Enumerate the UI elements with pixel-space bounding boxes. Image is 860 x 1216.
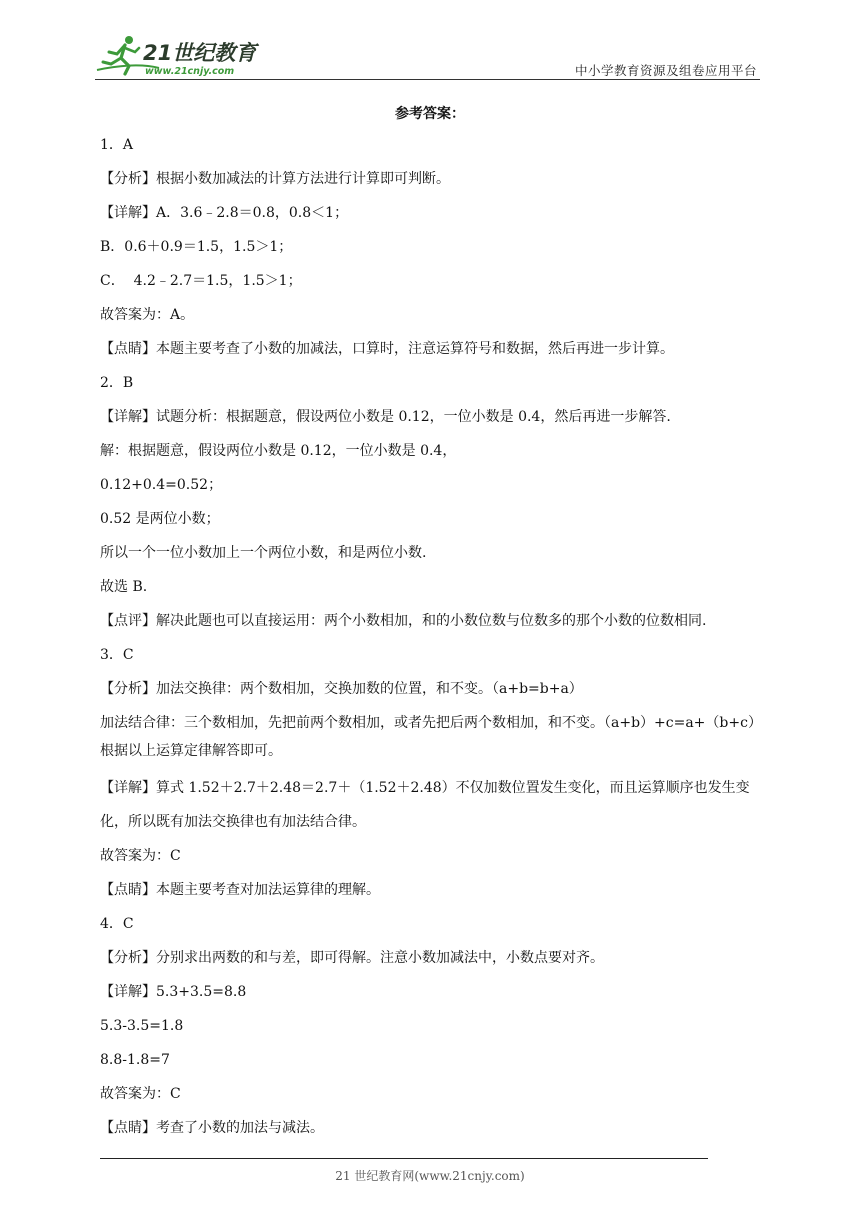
site-logo xyxy=(95,32,265,78)
text-line: 【点睛】本题主要考查对加法运算律的理解。 xyxy=(100,882,380,898)
text-line: 5.3-3.5=1.8 xyxy=(100,1018,184,1034)
text-line: 解：根据题意，假设两位小数是 0.12，一位小数是 0.4， xyxy=(100,443,457,459)
answer-body xyxy=(100,128,764,1145)
svg-text:21世纪教育: 21世纪教育 xyxy=(143,41,257,65)
text-line: 4．C xyxy=(100,916,134,932)
text-line: 【详解】试题分析：根据题意，假设两位小数是 0.12，一位小数是 0.4，然后再进一步解答. xyxy=(100,409,671,425)
text-line: B．0.6＋0.9＝1.5，1.5＞1； xyxy=(100,239,293,255)
text-line: 3．C xyxy=(100,647,134,663)
text-line: 所以一个一位小数加上一个两位小数，和是两位小数. xyxy=(100,545,427,561)
footer-divider xyxy=(100,1158,708,1159)
text-line: 【详解】算式 1.52＋2.7＋2.48＝2.7＋（1.52＋2.48）不仅加数位置发生变化，而且运算顺序也发生变 xyxy=(100,780,750,796)
text-line: 【分析】分别求出两数的和与差，即可得解。注意小数加减法中，小数点要对齐。 xyxy=(100,950,604,966)
text-line: 1．A xyxy=(100,137,134,153)
text-line: 故选 B. xyxy=(100,579,148,595)
text-line: 加法结合律：三个数相加，先把前两个数相加，或者先把后两个数相加，和不变。（a+b）+c=a+（b+c） xyxy=(100,715,762,731)
svg-text:www.21cnjy.com: www.21cnjy.com xyxy=(145,66,235,77)
text-line: 0.12+0.4=0.52； xyxy=(100,477,223,493)
text-line: 【详解】A．3.6﹣2.8＝0.8，0.8＜1； xyxy=(100,205,349,221)
page-title: 参考答案： xyxy=(395,106,465,122)
text-line: 【点评】解决此题也可以直接运用：两个小数相加，和的小数位数与位数多的那个小数的位数相同. xyxy=(100,613,707,629)
text-line: 【分析】根据小数加减法的计算方法进行计算即可判断。 xyxy=(100,171,450,187)
text-line: 故答案为：C xyxy=(100,1086,181,1102)
page-header xyxy=(95,30,760,80)
text-line: 故答案为：A。 xyxy=(100,307,195,323)
text-line: 根据以上运算定律解答即可。 xyxy=(100,743,282,759)
text-line: 【点睛】考查了小数的加法与减法。 xyxy=(100,1120,324,1136)
text-line: 化，所以既有加法交换律也有加法结合律。 xyxy=(100,814,366,830)
text-line: 0.52 是两位小数； xyxy=(100,511,220,527)
text-line: 2．B xyxy=(100,375,134,391)
page-footer: 21 世纪教育网(www.21cnjy.com) xyxy=(335,1169,525,1183)
header-divider xyxy=(95,79,760,80)
text-line: 8.8-1.8=7 xyxy=(100,1052,170,1068)
text-line: 故答案为：C xyxy=(100,848,181,864)
text-line: C． 4.2﹣2.7＝1.5，1.5＞1； xyxy=(100,273,302,289)
text-line: 【分析】加法交换律：两个数相加，交换加数的位置，和不变。（a+b=b+a） xyxy=(100,681,583,697)
platform-label: 中小学教育资源及组卷应用平台 xyxy=(574,63,757,78)
text-line: 【点睛】本题主要考查了小数的加减法，口算时，注意运算符号和数据，然后再进一步计算。 xyxy=(100,341,674,357)
text-line: 【详解】5.3+3.5=8.8 xyxy=(100,984,247,1000)
